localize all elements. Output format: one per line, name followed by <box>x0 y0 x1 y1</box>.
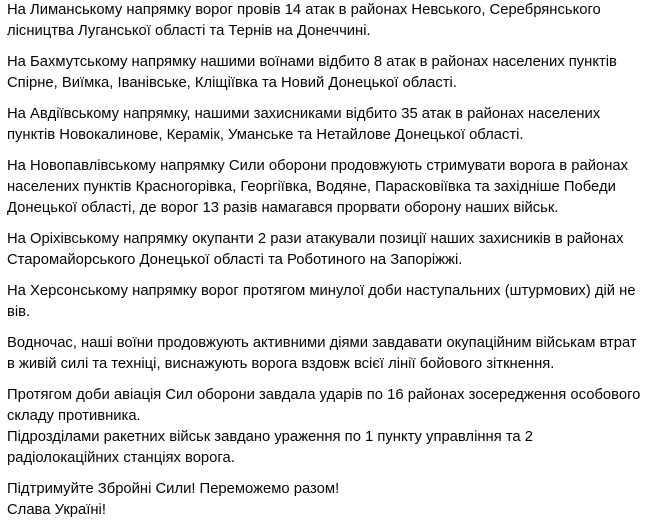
paragraph-line: Підтримуйте Збройні Сили! Переможемо разом! <box>7 481 340 497</box>
post-paragraph-lyman <box>7 0 655 42</box>
post-paragraph-strikes <box>7 385 655 469</box>
post-paragraph-closing <box>7 479 655 521</box>
paragraph-line: На Лиманському напрямку ворог провів 14 атак в районах Невського, Серебрянського <box>7 2 601 18</box>
post-paragraph-novopavlivka <box>7 156 655 219</box>
paragraph-line: Слава Україні! <box>7 502 106 518</box>
post-paragraph-avdiivka <box>7 104 655 146</box>
paragraph-line: На Херсонському напрямку ворог протягом минулої доби наступальних (штурмових) дій не <box>7 283 636 299</box>
paragraph-line: Спірне, Виїмка, Іванівське, Кліщіївка та Новий Донецької області. <box>7 75 457 91</box>
paragraph-line: складу противника. <box>7 408 141 424</box>
post-body <box>7 0 655 521</box>
paragraph-line: радіолокаційних станціях ворога. <box>7 450 235 466</box>
paragraph-line: Водночас, наші воїни продовжують активними діями завдавати окупаційним військам втрат <box>7 335 637 351</box>
paragraph-line: вів. <box>7 304 31 320</box>
paragraph-line: На Авдіївському напрямку, нашими захисниками відбито 35 атак в районах населених <box>7 106 601 122</box>
paragraph-line: в живій силі та техніці, виснажують ворога вздовж всієї лінії бойового зіткнення. <box>7 356 555 372</box>
paragraph-line: На Бахмутському напрямку нашими воїнами відбито 8 атак в районах населених пунктів <box>7 54 617 70</box>
paragraph-line: населених пунктів Красногорівка, Георгіївка, Водяне, Парасковіївка та західніше Победи <box>7 179 616 195</box>
post-paragraph-losses <box>7 333 655 375</box>
paragraph-line: Підрозділами ракетних військ завдано ураження по 1 пункту управління та 2 <box>7 429 534 445</box>
paragraph-line: Протягом доби авіація Сил оборони завдала ударів по 16 районах зосередження особового <box>7 387 641 403</box>
post-paragraph-bakhmut <box>7 52 655 94</box>
post-paragraph-kherson <box>7 281 655 323</box>
paragraph-line: Донецької області, де ворог 13 разів намагався прорвати оборону наших військ. <box>7 200 559 216</box>
paragraph-line: На Новопавлівському напрямку Сили оборони продовжують стримувати ворога в районах <box>7 158 628 174</box>
paragraph-line: Старомайорського Донецької області та Роботиного на Запоріжжі. <box>7 252 463 268</box>
post-paragraph-orikhiv <box>7 229 655 271</box>
paragraph-line: пунктів Новокалинове, Керамік, Уманське та Нетайлове Донецької області. <box>7 127 524 143</box>
paragraph-line: лісництва Луганської області та Тернів на Донеччині. <box>7 23 371 39</box>
paragraph-line: На Оріхівському напрямку окупанти 2 рази атакували позиції наших захисників в районах <box>7 231 624 247</box>
